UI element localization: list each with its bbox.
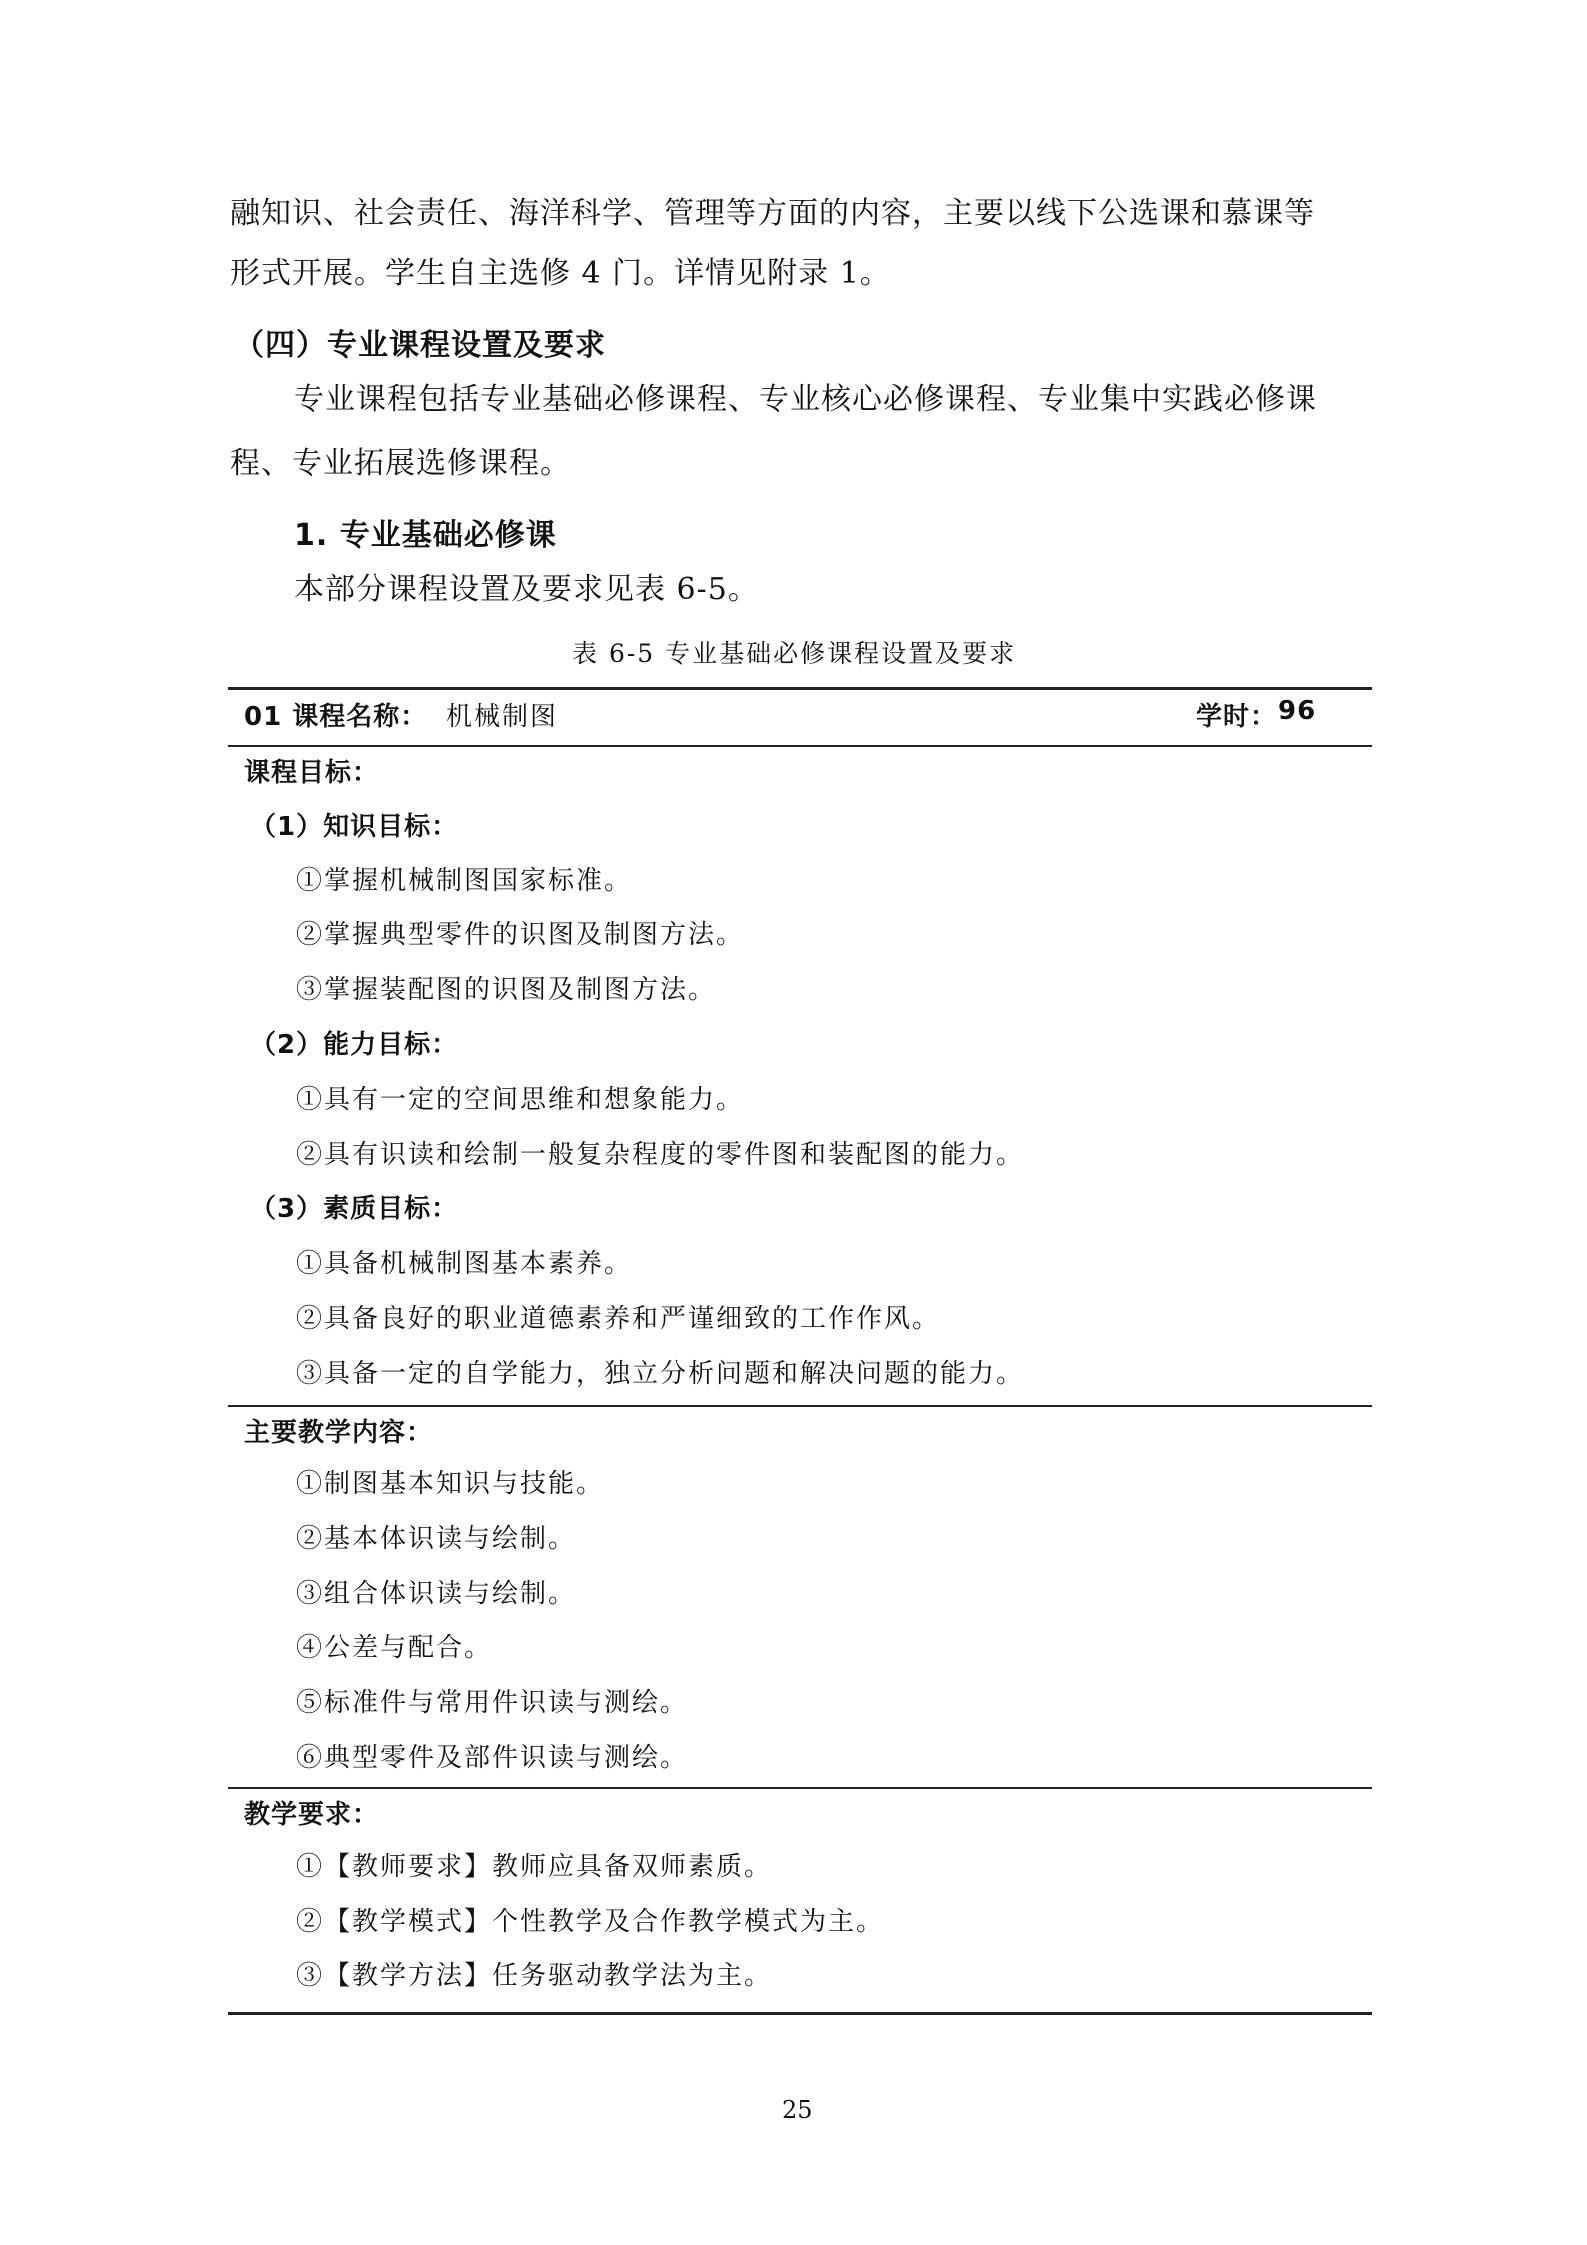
course-name-label: 01 课程名称：	[244, 702, 428, 732]
intro-line-2: 形式开展。学生自主选修 4 门。详情见附录 1。	[230, 256, 891, 291]
quality-label: （3）素质目标：	[250, 1194, 459, 1224]
table-bottom-rule	[228, 2012, 1372, 2015]
table-top-rule	[228, 687, 1372, 690]
content-item: ④公差与配合。	[296, 1633, 493, 1663]
knowledge-label: （1）知识目标：	[250, 812, 459, 842]
ability-item: ①具有一定的空间思维和想象能力。	[296, 1085, 745, 1115]
content-item: ⑤标准件与常用件识读与测绘。	[296, 1688, 689, 1718]
requirements-label: 教学要求：	[244, 1800, 380, 1830]
requirement-item: ②【教学模式】个性教学及合作教学模式为主。	[296, 1907, 885, 1937]
hours-label: 学时：	[1196, 702, 1278, 732]
table-goals-rule	[228, 1405, 1372, 1407]
table-header-rule	[228, 745, 1372, 747]
quality-item: ③具备一定的自学能力，独立分析问题和解决问题的能力。	[296, 1359, 1025, 1389]
subheading: 1. 专业基础必修课	[294, 518, 557, 553]
content-item: ⑥典型零件及部件识读与测绘。	[296, 1743, 689, 1773]
requirement-item: ③【教学方法】任务驱动教学法为主。	[296, 1961, 773, 1991]
knowledge-item: ①掌握机械制图国家标准。	[296, 866, 633, 896]
knowledge-item: ②掌握典型零件的识图及制图方法。	[296, 920, 745, 950]
section-para-line-2: 程、专业拓展选修课程。	[230, 446, 571, 481]
content-label: 主要教学内容：	[244, 1418, 434, 1448]
ability-label: （2）能力目标：	[250, 1030, 459, 1060]
content-item: ③组合体识读与绘制。	[296, 1579, 577, 1609]
section-heading: （四）专业课程设置及要求	[234, 328, 606, 363]
section-para-line-1: 专业课程包括专业基础必修课程、专业核心必修课程、专业集中实践必修课	[294, 382, 1317, 417]
page-number: 25	[782, 2096, 813, 2124]
requirement-item: ①【教师要求】教师应具备双师素质。	[296, 1852, 773, 1882]
course-name: 机械制图	[446, 702, 559, 732]
content-item: ①制图基本知识与技能。	[296, 1469, 605, 1499]
goals-label: 课程目标：	[244, 758, 380, 788]
intro-line-1: 融知识、社会责任、海洋科学、管理等方面的内容，主要以线下公选课和慕课等	[230, 196, 1315, 231]
content-item: ②基本体识读与绘制。	[296, 1524, 577, 1554]
table-content-rule	[228, 1787, 1372, 1789]
knowledge-item: ③掌握装配图的识图及制图方法。	[296, 975, 717, 1005]
quality-item: ①具备机械制图基本素养。	[296, 1249, 633, 1279]
quality-item: ②具备良好的职业道德素养和严谨细致的工作作风。	[296, 1304, 941, 1334]
ability-item: ②具有识读和绘制一般复杂程度的零件图和装配图的能力。	[296, 1140, 1025, 1170]
hours-value: 96	[1278, 696, 1317, 726]
table-caption: 表 6-5 专业基础必修课程设置及要求	[572, 639, 1017, 668]
subpara: 本部分课程设置及要求见表 6-5。	[294, 572, 759, 607]
